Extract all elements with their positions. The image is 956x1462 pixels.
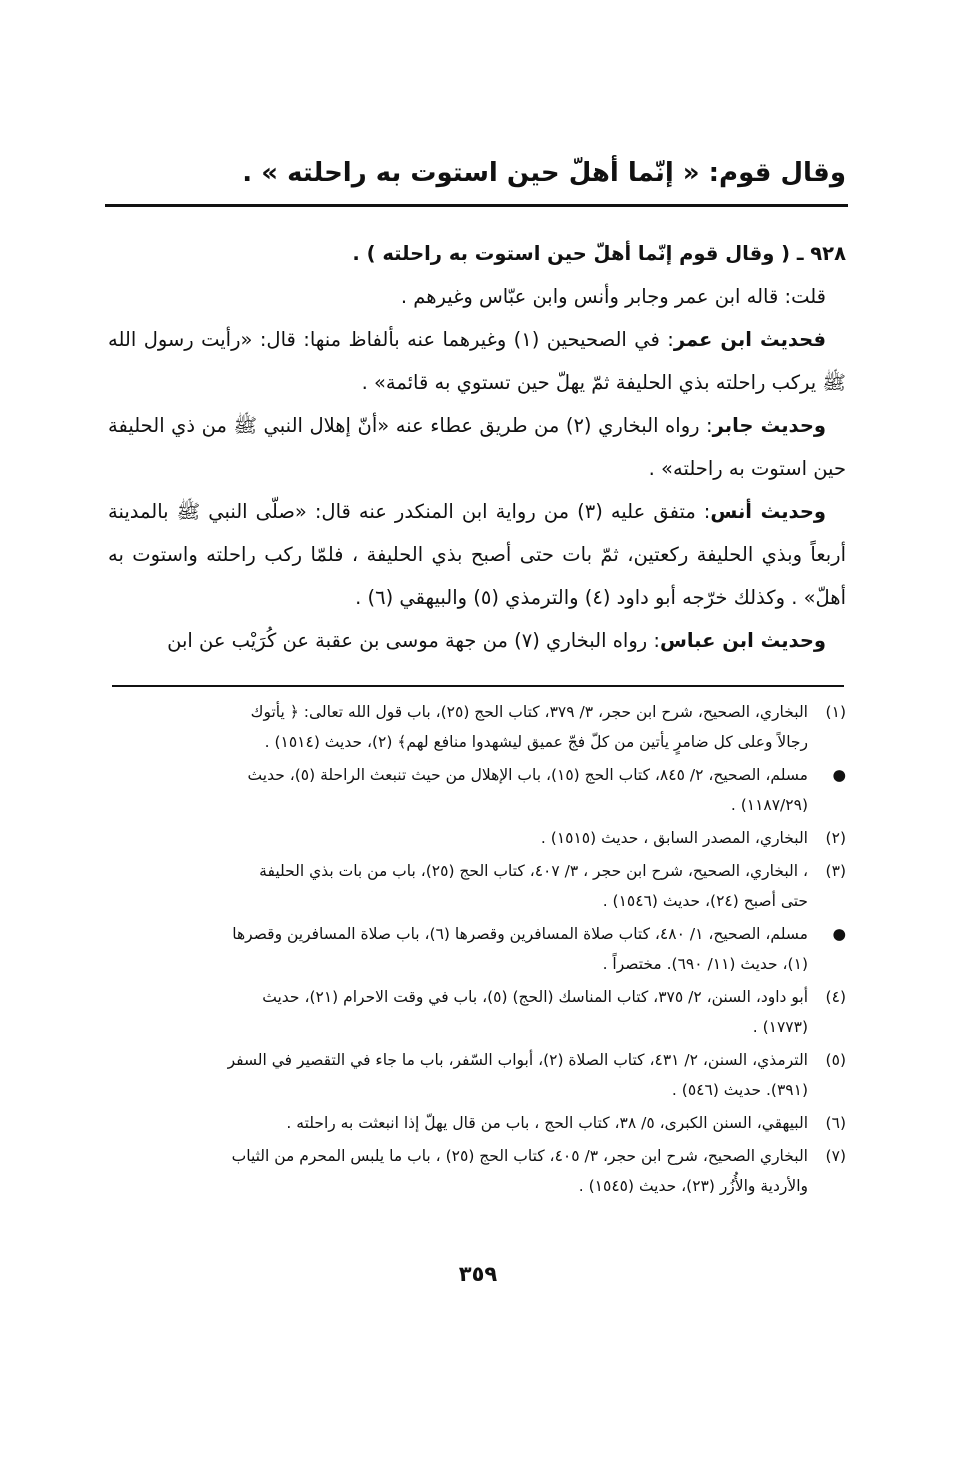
footnote (106, 1141, 846, 1201)
paragraph-4-body: : متفق عليه (٣) من رواية ابن المنكدر عنه قال: «صلّى النبي ﷺ بالمدينة أربعاً وبذي الحليفة ركعتين، ثمّ بات حتى أصبح بذي الحليفة ، فلمّا ركب راحلته واستوت به أهلّ» . وكذلك خرّجه أبو داود (٤) والترمذي (٥) والبيهقي (٦) . (108, 500, 846, 609)
footnote (106, 760, 846, 820)
footnote-number: (٤) (825, 988, 846, 1006)
footnote (106, 1108, 846, 1138)
footnote-line: ، البخاري، الصحيح، شرح ابن حجر ، ٣/ ٤٠٧، كتاب الحج (٢٥)، باب من بات بذي الحليفة (259, 862, 808, 880)
paragraph-4-lead: وحديث أنس (710, 500, 826, 523)
footnotes (106, 697, 846, 1204)
paragraph-2-lead: فحديث ابن عمر (673, 328, 826, 351)
footnote-line: البيهقي، السنن الكبرى، ٥/ ٣٨، كتاب الحج ، باب من قال يهلّ إذا انبعثت به راحلته . (286, 1114, 808, 1132)
footnote-line: (١)، حديث (١١/ ٦٩٠). مختصراً . (602, 955, 808, 973)
footnote-number: (١) (825, 703, 846, 721)
footnote-bullet: ● (832, 925, 846, 943)
paragraph-2-body: : في الصحيحين (١) وغيرهما عنه بألفاظ منها: قال: «رأيت رسول الله ﷺ يركب راحلته بذي الحليفة ثمّ يهلّ حين تستوي به قائمة» . (108, 328, 846, 394)
footnote-line: مسلم، الصحيح، ٢/ ٨٤٥، كتاب الحج (١٥)، باب الإهلال من حيث تنبعث الراحلة (٥)، حديث (247, 766, 808, 784)
footnote (106, 1045, 846, 1105)
footnote-line: الترمذي، السنن، ٢/ ٤٣١، كتاب الصلاة (٢)، أبواب السّفر، باب ما جاء في التقصير في السفر (227, 1051, 808, 1069)
paragraph-3-lead: وحديث جابر (712, 414, 826, 437)
footnote-bullet: ● (832, 766, 846, 784)
footnote-number: (٣) (825, 862, 846, 880)
footnote-number: (٢) (825, 829, 846, 847)
header-rule (105, 204, 848, 207)
footnote-line: مسلم، الصحيح، ١/ ٤٨٠، كتاب صلاة المسافرين وقصرها (٦)، باب صلاة المسافرين وقصرها (232, 925, 808, 943)
paragraph-5-body: : رواه البخاري (٧) من جهة موسى بن عقبة عن كُرَيْب عن ابن (167, 629, 660, 652)
footnote-line: رجالاً وعلى كل ضامرٍ يأتين من كلّ فجّ عميق ليشهدوا منافع لهم﴾ (٢)، حديث (١٥١٤) . (264, 733, 808, 751)
footnote (106, 823, 846, 853)
footnote (106, 982, 846, 1042)
footnote-line: البخاري الصحيح، شرح ابن حجر، ٣/ ٤٠٥، كتاب الحج (٢٥) ، باب ما يلبس المحرم من الثياب (231, 1147, 808, 1165)
paragraph-2 (108, 318, 846, 404)
footnote (106, 856, 846, 916)
paragraph-3-body: : رواه البخاري (٢) من طريق عطاء عنه «أنّ إهلال النبي ﷺ من ذي الحليفة حين استوت به راحلته» . (108, 414, 846, 480)
footnote-line: حتى أصبح (٢٤)، حديث (١٥٤٦) . (602, 892, 808, 910)
footnote-line: (١٧٧٣) . (752, 1018, 808, 1036)
paragraph-3 (108, 404, 846, 490)
paragraph-5 (108, 619, 846, 662)
footnote-number: (٥) (825, 1051, 846, 1069)
footnote (106, 697, 846, 757)
paragraph-5-lead: وحديث ابن عباس (659, 629, 826, 652)
footnote (106, 919, 846, 979)
footnote-rule (112, 685, 844, 687)
footnote-line: البخاري، الصحيح، شرح ابن حجر، ٣/ ٣٧٩، كتاب الحج (٢٥)، باب قول الله تعالى: ﴿ يأتوك (250, 703, 808, 721)
section-heading: ٩٢٨ ـ ( وقال قوم إنّما أهلّ حين استوت به راحلته ) . (352, 242, 846, 265)
footnote-line: والأردية والأُزُر (٢٣)، حديث (١٥٤٥) . (578, 1177, 808, 1195)
running-header-title: وقال قوم: « إنّما أهلّ حين استوت به راحلته » . (242, 158, 846, 188)
main-text (108, 232, 846, 662)
footnote-line: (٣٩١). حديث (٥٤٦) . (671, 1081, 808, 1099)
paragraph-1: قلت: قاله ابن عمر وجابر وأنس وابن عبّاس وغيرهم . (400, 285, 826, 308)
footnote-line: (١١٨٧/٢٩) . (730, 796, 808, 814)
paragraph-4 (108, 490, 846, 619)
footnote-number: (٦) (825, 1114, 846, 1132)
footnote-number: (٧) (825, 1147, 846, 1165)
footnote-line: أبو داود، السنن، ٢/ ٣٧٥، كتاب المناسك (الحج) (٥)، باب في وقت الاحرام (٢١)، حديث (262, 988, 808, 1006)
page-number: ٣٥٩ (458, 1262, 498, 1286)
footnote-line: البخاري، المصدر السابق ، حديث (١٥١٥) . (540, 829, 808, 847)
